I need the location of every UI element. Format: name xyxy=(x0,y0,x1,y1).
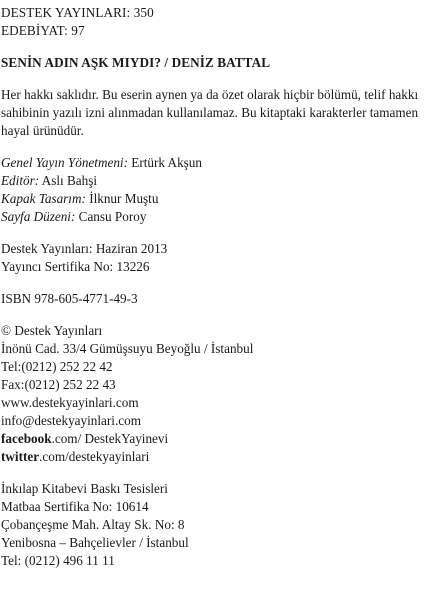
publisher-twitter xyxy=(1,448,414,466)
rights-notice: Her hakkı saklıdır. Bu eserin aynen ya da özet olarak hiçbir bölümü, telif hakkı sahibinin yazılı izni alınmadan kullanılamaz. Bu kitaptaki karakterler tamamen hayal ürünüdür. xyxy=(1,87,419,138)
credit-page-layout xyxy=(1,208,414,226)
credit-general-editor xyxy=(1,154,414,172)
printer-certificate: Matbaa Sertifika No: 10614 xyxy=(1,499,149,514)
edition-block xyxy=(1,240,414,276)
book-title: SENİN ADIN AŞK MIYDI? / DENİZ BATTAL xyxy=(1,55,271,70)
isbn: ISBN 978-605-4771-49-3 xyxy=(1,291,138,306)
isbn-block xyxy=(1,290,414,308)
publisher-tel: Tel:(0212) 252 22 42 xyxy=(1,359,113,374)
printer-address-2: Yenibosna – Bahçelievler / İstanbul xyxy=(1,535,189,550)
publisher-block xyxy=(1,322,414,466)
series-number: DESTEK YAYINLARI: 350 xyxy=(1,5,154,20)
publisher-email: info@destekyayinlari.com xyxy=(1,413,141,428)
credit-role: Genel Yayın Yönetmeni: xyxy=(1,155,128,170)
publisher-fax: Fax:(0212) 252 22 43 xyxy=(1,377,116,392)
credits-block xyxy=(1,154,414,226)
printer-name: İnkılap Kitabevi Baskı Tesisleri xyxy=(1,481,168,496)
publisher-copyright: © Destek Yayınları xyxy=(1,323,103,338)
credit-name: İlknur Muştu xyxy=(85,191,159,206)
printer-block xyxy=(1,480,414,570)
credit-cover-design xyxy=(1,190,414,208)
publisher-address: İnönü Cad. 33/4 Gümüşsuyu Beyoğlu / İstanbul xyxy=(1,341,254,356)
credit-editor xyxy=(1,172,414,190)
publisher-facebook xyxy=(1,430,414,448)
printer-tel: Tel: (0212) 496 11 11 xyxy=(1,553,115,568)
credit-name: Cansu Poroy xyxy=(75,209,147,224)
category-number: EDEBİYAT: 97 xyxy=(1,23,85,38)
credit-role: Editör: xyxy=(1,173,40,188)
facebook-brand: facebook xyxy=(1,431,52,446)
facebook-path: .com/ DestekYayinevi xyxy=(51,431,169,446)
publisher-website: www.destekyayinlari.com xyxy=(1,395,139,410)
series-header xyxy=(1,4,414,40)
publisher-certificate: Yayıncı Sertifika No: 13226 xyxy=(1,259,150,274)
credit-name: Ertürk Akşun xyxy=(127,155,202,170)
twitter-path: .com/destekyayinlari xyxy=(39,449,150,464)
twitter-brand: twitter xyxy=(1,449,40,464)
credit-role: Kapak Tasarım: xyxy=(1,191,86,206)
edition-date: Destek Yayınları: Haziran 2013 xyxy=(1,241,168,256)
credit-role: Sayfa Düzeni: xyxy=(1,209,76,224)
credit-name: Aslı Bahşi xyxy=(39,173,97,188)
printer-address-1: Çobançeşme Mah. Altay Sk. No: 8 xyxy=(1,517,185,532)
